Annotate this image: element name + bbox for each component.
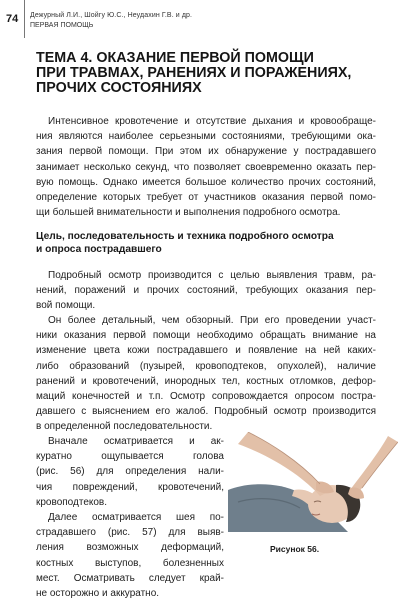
text-line: нений, поражений и прочих состояний, требующих оказания пер-	[36, 285, 376, 297]
head-examination-illustration	[228, 432, 398, 532]
section-subheading	[36, 230, 376, 256]
text-line: изменение цвета кожи пострадавшего и появление на ней каких-	[36, 345, 376, 357]
chapter-title-line: ПРОЧИХ СОСТОЯНИЯХ	[36, 80, 202, 97]
text-line: определение которых требует от участников оказания первой помо-	[36, 192, 376, 204]
subheading-line: Цель, последовательность и техника подробного осмотра	[36, 231, 334, 242]
header-divider	[24, 0, 25, 38]
figure-caption: Рисунок 56.	[270, 544, 320, 554]
text-line: ния являются наиболее серьезными состояниями, требующими ока-	[36, 131, 376, 143]
text-line: куратно ощупывается голова	[36, 451, 224, 463]
text-line: ранений и кровотечений, инородных тел, костных отломков, дефор-	[36, 375, 376, 387]
figure-56-drawing	[228, 432, 398, 532]
text-line: Он более детальный, чем обзорный. При его проведении участ-	[48, 315, 376, 326]
text-line: Подробный осмотр производится с целью выявления травм, ра-	[48, 270, 376, 281]
text-line: Далее осматривается шея по-	[48, 512, 224, 523]
subheading-line: и опроса пострадавшего	[36, 244, 162, 255]
text-line: мест. Осматривать следует край-	[36, 572, 224, 584]
paragraph-intro	[36, 114, 376, 220]
text-line: (рис. 56) для определения нали-	[36, 466, 224, 478]
text-line: в определенной последовательности.	[36, 421, 213, 433]
text-line: занимает несколько секунд, что позволяет своевременно оказать пер-	[36, 161, 376, 173]
text-line: давшего с выяснением его жалоб. Подробный осмотр производится	[36, 406, 376, 418]
running-head-book-title: ПЕРВАЯ ПОМОЩЬ	[30, 22, 94, 29]
text-line: либо образований (пузырей, кровоподтеков, опухолей), наличие	[36, 360, 376, 372]
text-line: зания первой помощи. При этом их обнаружение у пострадавшего	[36, 146, 376, 158]
text-line: чия повреждений, кровотечений,	[36, 481, 224, 493]
page-number: 74	[6, 13, 19, 25]
text-line: ления возможных деформаций,	[36, 542, 224, 554]
text-line: вой помощи.	[36, 300, 96, 312]
paragraph-head-exam	[36, 434, 224, 510]
text-line: ники оказания первой помощи необходимо обращать внимание на	[36, 330, 376, 342]
text-line: кровоподтеков.	[36, 496, 108, 508]
chapter-title-line: ПРИ ТРАВМАХ, РАНЕНИЯХ И ПОРАЖЕНИЯХ,	[36, 65, 352, 82]
rescuer-arm-right	[350, 436, 398, 496]
text-line: Вначале осматривается и ак-	[48, 436, 224, 447]
text-line: маций конечностей и т.п. Осмотр сопровождается опросом постра-	[36, 391, 376, 403]
paragraph-neck-exam	[36, 510, 224, 601]
text-line: не осторожно и аккуратно.	[36, 588, 160, 600]
chapter-title	[36, 51, 376, 97]
text-line: Интенсивное кровотечение и отсутствие дыхания и кровообраще-	[48, 116, 376, 127]
text-line: страдавшего (рис. 57) для выяв-	[36, 527, 224, 539]
page-header	[0, 0, 414, 38]
arm-outline	[362, 442, 398, 488]
paragraph-details	[36, 313, 376, 435]
text-line: костных выступов, болезненных	[36, 557, 224, 569]
paragraph-purpose	[36, 268, 376, 314]
text-line: вую помощь. Однако имеется большое количество прочих состояний,	[36, 176, 376, 188]
text-line: щи большей внимательности и выполнения подробного осмотра.	[36, 207, 341, 219]
chapter-title-line: ТЕМА 4. ОКАЗАНИЕ ПЕРВОЙ ПОМОЩИ	[36, 50, 314, 66]
running-head-authors: Дежурный Л.И., Шойгу Ю.С., Неудахин Г.В. и др.	[30, 12, 193, 19]
